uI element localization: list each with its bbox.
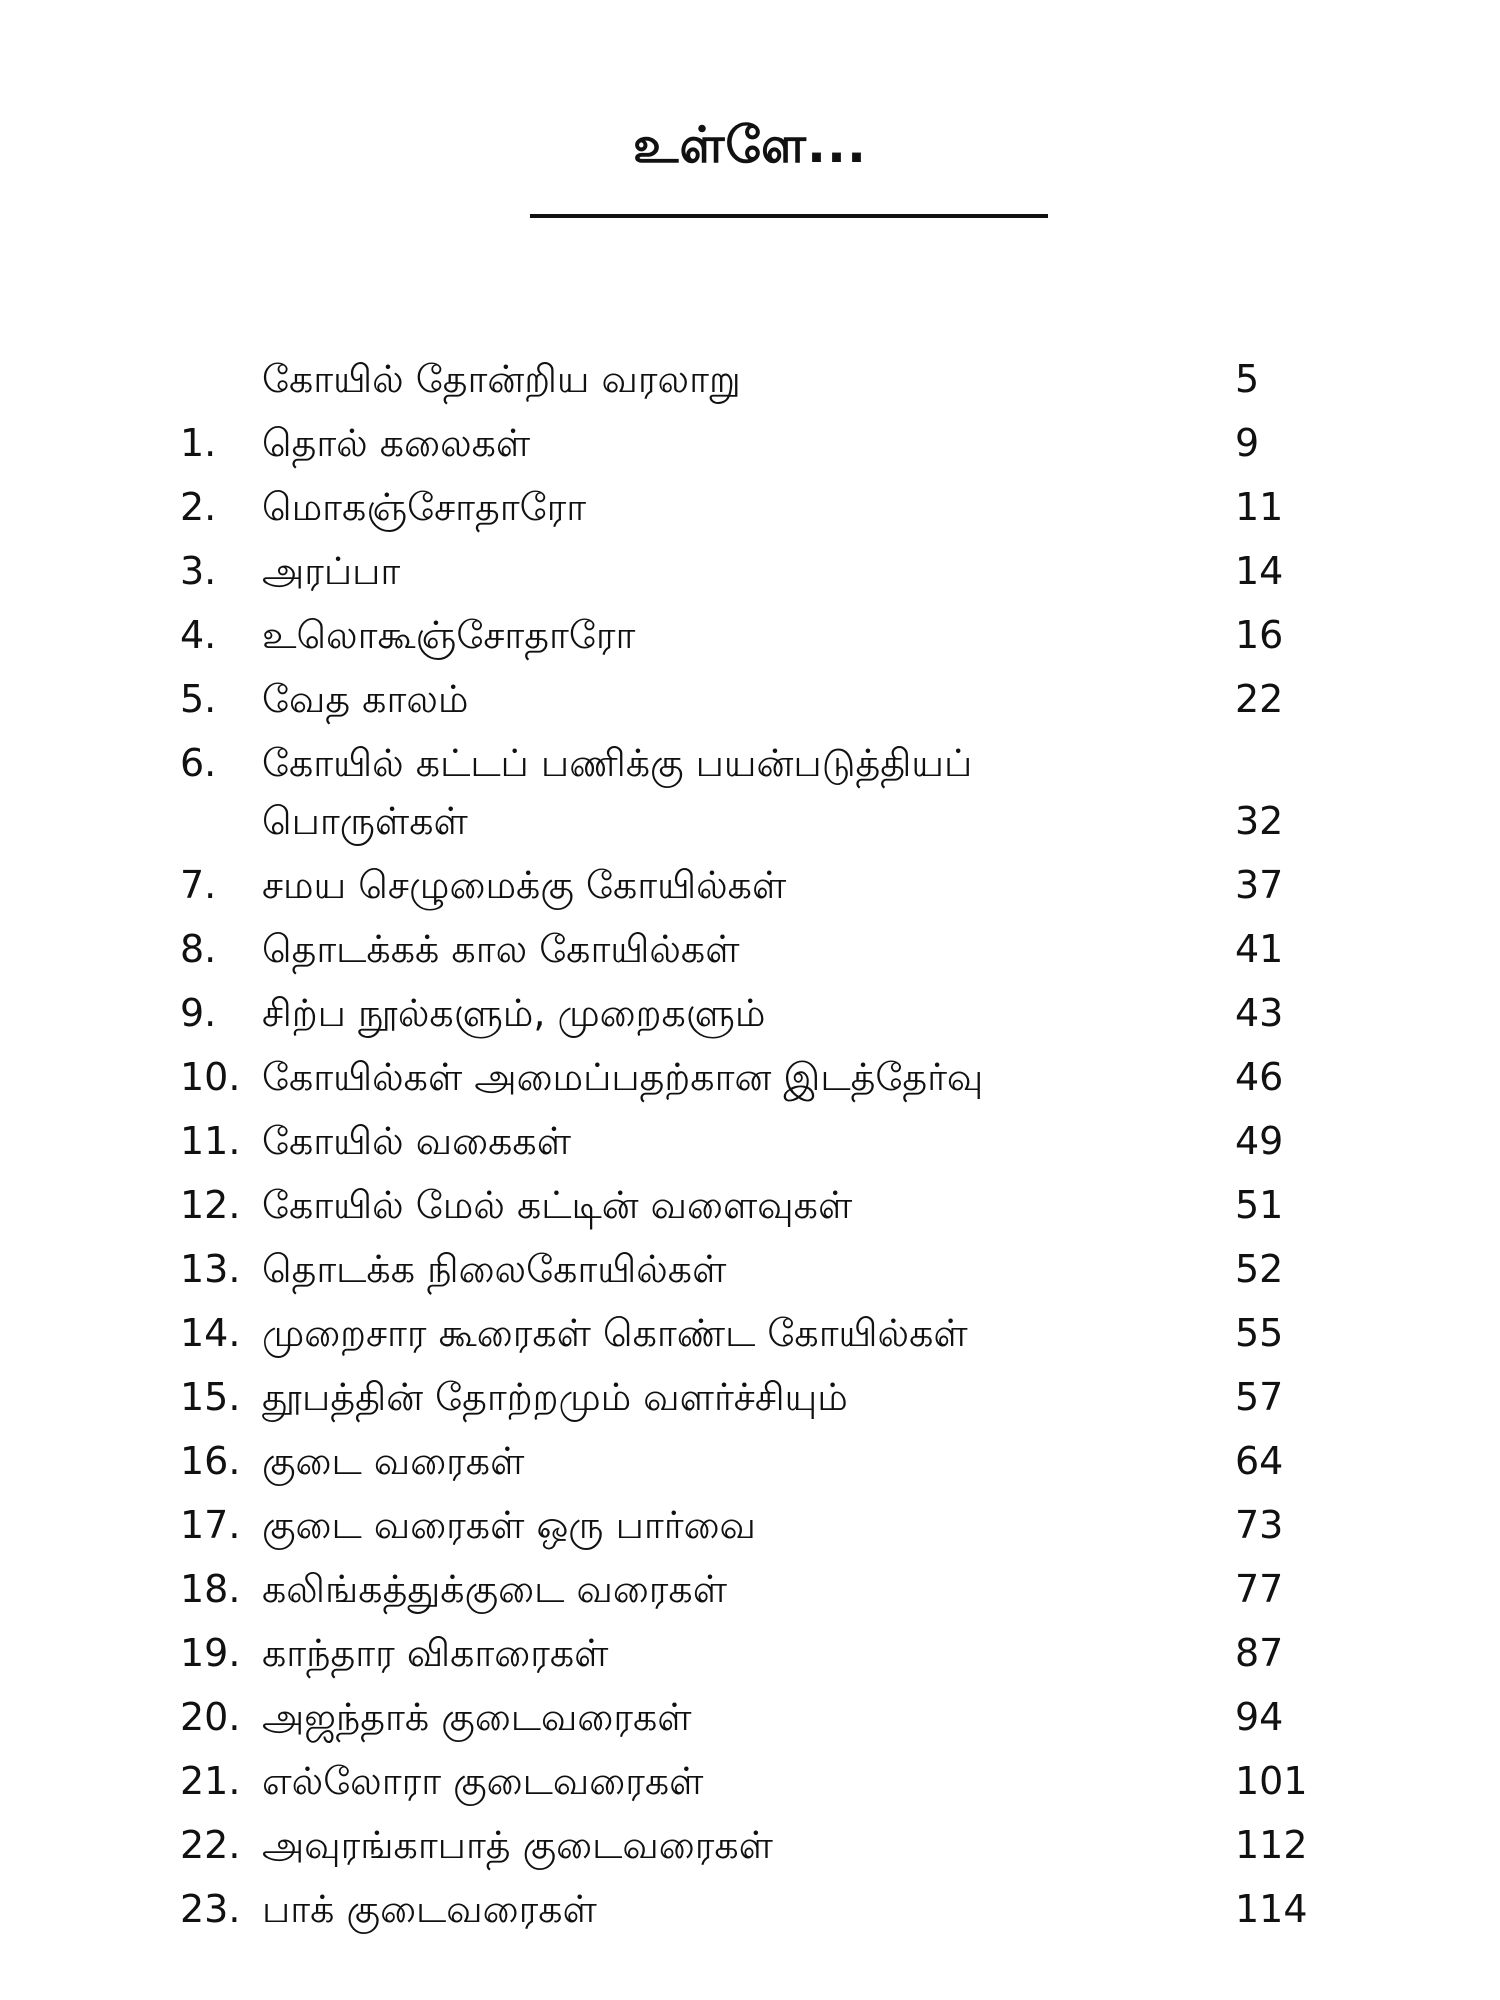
entry-page: 64 — [1235, 1439, 1284, 1483]
toc-entry — [0, 475, 1500, 539]
entry-page: 49 — [1235, 1119, 1284, 1163]
entry-page: 5 — [1235, 357, 1260, 401]
entry-page: 16 — [1235, 613, 1284, 657]
toc-entry — [0, 347, 1500, 411]
entry-number: 16. — [180, 1439, 241, 1483]
entry-title: தூபத்தின் தோற்றமும் வளர்ச்சியும் — [262, 1375, 848, 1419]
entry-title: தொடக்க நிலைகோயில்கள் — [262, 1247, 727, 1291]
entry-number: 15. — [180, 1375, 241, 1419]
toc-entry — [0, 1301, 1500, 1365]
page-title: உள்ளே... — [632, 116, 868, 174]
entry-title: பாக் குடைவரைகள் — [262, 1887, 597, 1931]
entry-page: 9 — [1235, 421, 1260, 465]
toc-entry — [0, 853, 1500, 917]
toc-entry — [0, 1557, 1500, 1621]
toc-entry — [0, 1429, 1500, 1493]
entry-title-line-2: பொருள்கள் — [262, 799, 468, 843]
entry-number: 12. — [180, 1183, 241, 1227]
entry-page: 11 — [1235, 485, 1284, 529]
toc-entry — [0, 1109, 1500, 1173]
entry-page: 46 — [1235, 1055, 1284, 1099]
entry-number: 7. — [180, 863, 217, 907]
entry-title: கோயில் வகைகள் — [262, 1119, 571, 1163]
entry-number: 4. — [180, 613, 217, 657]
entry-page: 14 — [1235, 549, 1284, 593]
entry-page: 114 — [1235, 1887, 1308, 1931]
entry-number: 19. — [180, 1631, 241, 1675]
entry-number: 10. — [180, 1055, 241, 1099]
entry-title: வேத காலம் — [262, 677, 469, 721]
entry-page: 55 — [1235, 1311, 1284, 1355]
entry-title: காந்தார விகாரைகள் — [262, 1631, 609, 1675]
entry-number: 13. — [180, 1247, 241, 1291]
entry-page: 73 — [1235, 1503, 1284, 1547]
entry-title — [262, 731, 1162, 853]
entry-title: கோயில்கள் அமைப்பதற்கான இடத்தேர்வு — [262, 1055, 984, 1099]
toc-entry — [0, 917, 1500, 981]
entry-number: 21. — [180, 1759, 241, 1803]
entry-title: அஜந்தாக் குடைவரைகள் — [262, 1695, 692, 1739]
entry-title: சிற்ப நூல்களும், முறைகளும் — [262, 991, 766, 1035]
toc-entry — [0, 1621, 1500, 1685]
toc-entry — [0, 411, 1500, 475]
toc-entry — [0, 1813, 1500, 1877]
entry-title: கோயில் தோன்றிய வரலாறு — [262, 357, 741, 401]
entry-title: கலிங்கத்துக்குடை வரைகள் — [262, 1567, 727, 1611]
entry-number: 23. — [180, 1887, 241, 1931]
entry-page: 87 — [1235, 1631, 1284, 1675]
table-of-contents — [0, 347, 1500, 1941]
toc-entry — [0, 1685, 1500, 1749]
entry-number: 20. — [180, 1695, 241, 1739]
entry-title: கோயில் மேல் கட்டின் வளைவுகள் — [262, 1183, 853, 1227]
entry-title: சமய செழுமைக்கு கோயில்கள் — [262, 863, 787, 907]
toc-entry — [0, 731, 1500, 853]
entry-title: குடை வரைகள் — [262, 1439, 525, 1483]
entry-page: 94 — [1235, 1695, 1284, 1739]
entry-title: எல்லோரா குடைவரைகள் — [262, 1759, 704, 1803]
toc-entry — [0, 539, 1500, 603]
entry-title: மொகஞ்சோதாரோ — [262, 485, 587, 529]
toc-entry — [0, 1045, 1500, 1109]
entry-number: 22. — [180, 1823, 241, 1867]
entry-title: அரப்பா — [262, 549, 401, 593]
entry-page: 43 — [1235, 991, 1284, 1035]
toc-entry — [0, 1237, 1500, 1301]
toc-entry — [0, 667, 1500, 731]
title-underline — [530, 214, 1048, 218]
entry-title: உலொகூஞ்சோதாரோ — [262, 613, 636, 657]
entry-number: 3. — [180, 549, 217, 593]
entry-title: தொடக்கக் கால கோயில்கள் — [262, 927, 740, 971]
entry-page: 77 — [1235, 1567, 1284, 1611]
entry-title: தொல் கலைகள் — [262, 421, 531, 465]
entry-number: 9. — [180, 991, 217, 1035]
entry-number: 8. — [180, 927, 217, 971]
entry-page: 101 — [1235, 1759, 1308, 1803]
entry-page: 41 — [1235, 927, 1284, 971]
entry-number: 2. — [180, 485, 217, 529]
entry-number: 14. — [180, 1311, 241, 1355]
toc-entry — [0, 603, 1500, 667]
entry-title: அவுரங்காபாத் குடைவரைகள் — [262, 1823, 773, 1867]
entry-number: 1. — [180, 421, 217, 465]
entry-page: 51 — [1235, 1183, 1284, 1227]
toc-entry — [0, 1877, 1500, 1941]
entry-page: 22 — [1235, 677, 1284, 721]
toc-entry — [0, 981, 1500, 1045]
entry-title: குடை வரைகள் ஒரு பார்வை — [262, 1503, 756, 1547]
toc-entry — [0, 1173, 1500, 1237]
entry-title: முறைசார கூரைகள் கொண்ட கோயில்கள் — [262, 1311, 968, 1355]
toc-entry — [0, 1493, 1500, 1557]
entry-page: 57 — [1235, 1375, 1284, 1419]
entry-number: 18. — [180, 1567, 241, 1611]
entry-number: 6. — [180, 741, 217, 785]
entry-page: 112 — [1235, 1823, 1308, 1867]
entry-number: 11. — [180, 1119, 241, 1163]
entry-title-line-1: கோயில் கட்டப் பணிக்கு பயன்படுத்தியப் — [262, 741, 973, 785]
entry-page: 32 — [1235, 799, 1284, 843]
toc-entry — [0, 1749, 1500, 1813]
toc-entry — [0, 1365, 1500, 1429]
entry-number: 5. — [180, 677, 217, 721]
entry-page: 37 — [1235, 863, 1284, 907]
entry-page: 52 — [1235, 1247, 1284, 1291]
entry-number: 17. — [180, 1503, 241, 1547]
